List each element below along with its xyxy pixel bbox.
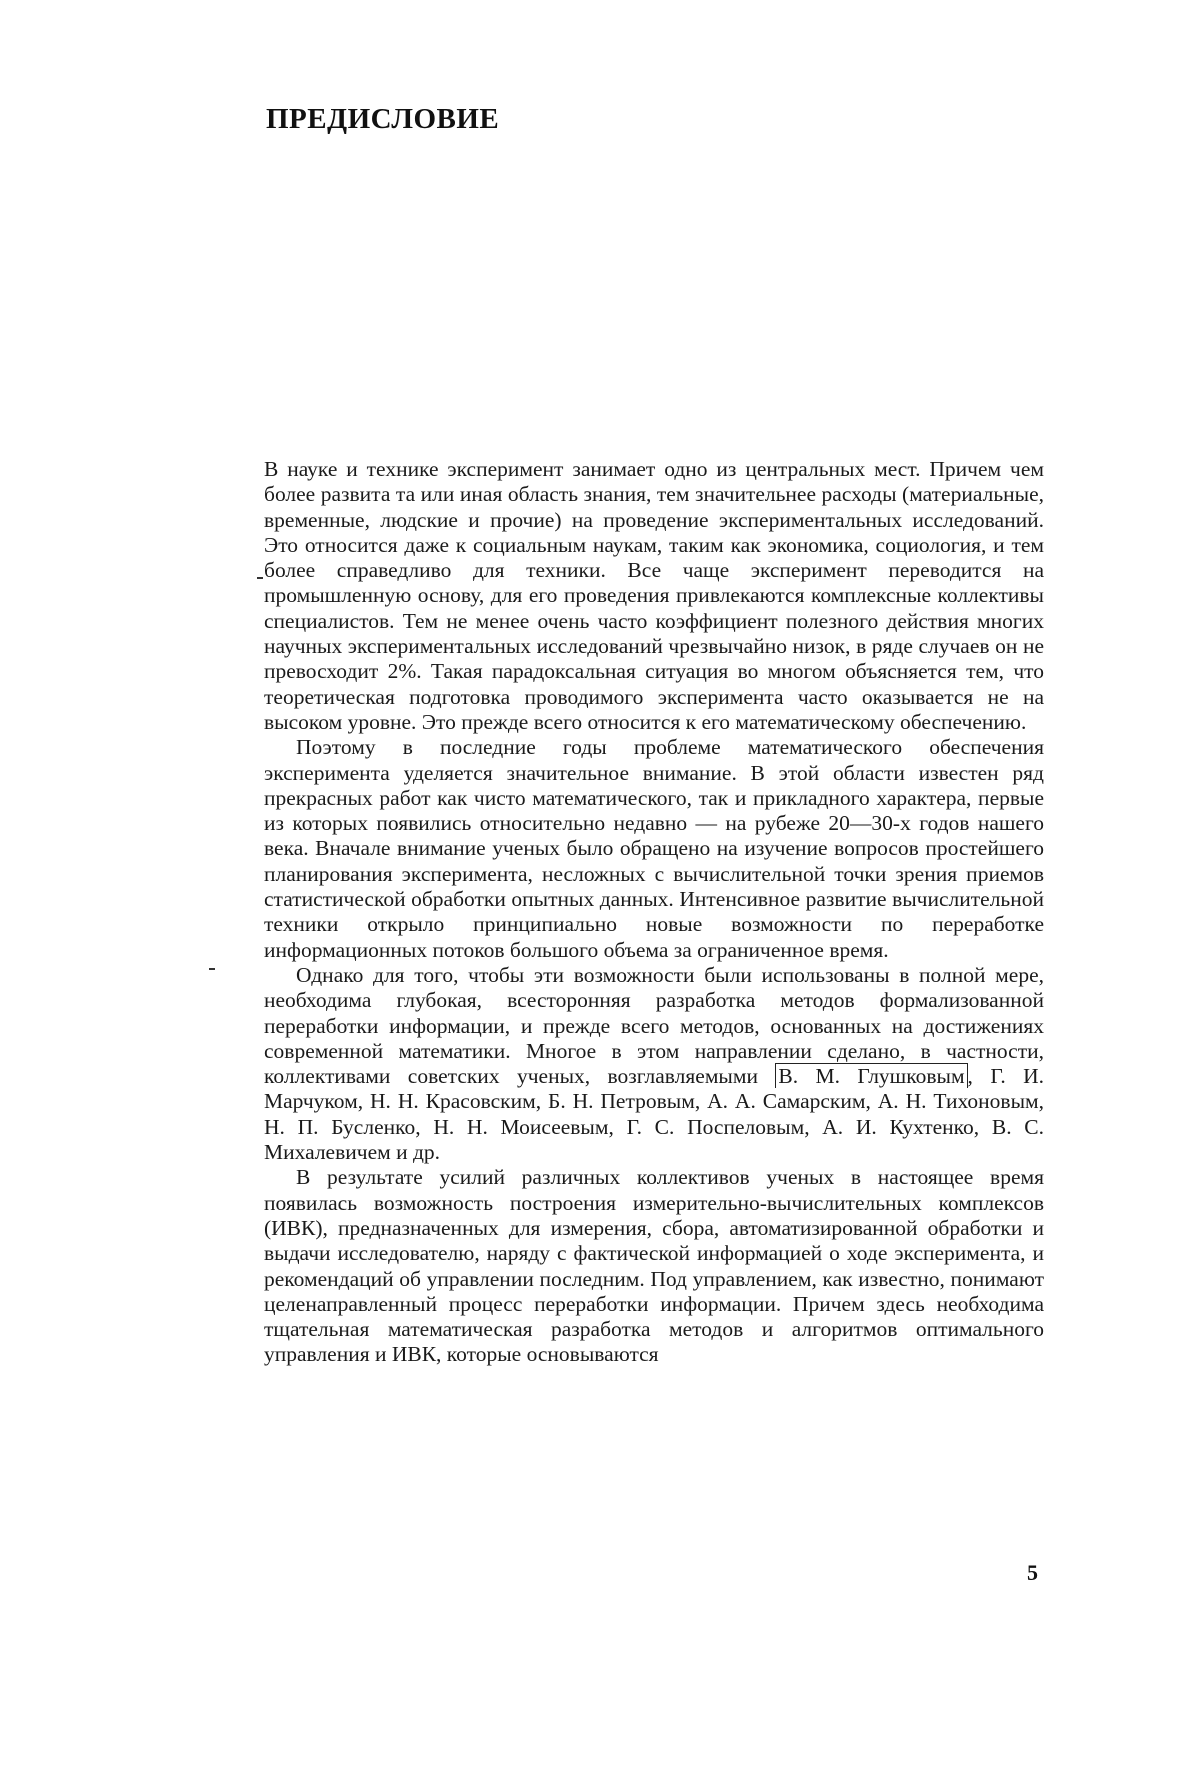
paragraph-3 xyxy=(264,963,1044,1165)
framed-name: В. М. Глушковым xyxy=(775,1063,967,1088)
paragraph-2: Поэтому в последние годы проблеме математического обеспечения эксперимента уделяется значительное внимание. В этой области известен ряд прекрасных работ как чисто математического, так и прикладного характера, первые из которых появились относительно недавно — на рубеже 20—30-х годов нашего века. Вначале внимание ученых было обращено на изучение вопросов простейшего планирования эксперимента, несложных с вычислительной точки зрения приемов статистической обработки опытных данных. Интенсивное развитие вычислительной техники открыло принципиально новые возможности по переработке информационных потоков большого объема за ограниченное время. xyxy=(264,735,1044,962)
margin-mark xyxy=(257,577,263,579)
paragraph-4: В результате усилий различных коллективов ученых в настоящее время появилась возможность построения измерительно-вычислительных комплексов (ИВК), предназначенных для измерения, сбора, автоматизированной обработки и выдачи исследователю, наряду с фактической информацией о ходе эксперимента, и рекомендаций об управлении последним. Под управлением, как известно, понимают целенаправленный процесс переработки информации. Причем здесь необходима тщательная математическая разработка методов и алгоритмов оптимального управления и ИВК, которые основываются xyxy=(264,1165,1044,1367)
paragraph-3-text-before: Однако для того, чтобы эти возможности были использованы в полной мере, необходима глубокая, всесторонняя разработка методов формализованной переработки информации, и прежде всего методов, основанных на достижениях современной математики. Многое в этом направлении сделано, в частности, коллективами советских ученых, возглавляемыми xyxy=(264,962,1044,1089)
paragraph-3-text-after: , Г. И. Марчуком, Н. Н. Красовским, Б. Н. Петровым, А. А. Самарским, А. Н. Тихоновым, Н. П. Бусленко, Н. Н. Моисеевым, Г. С. Поспеловым, А. И. Кухтенко, В. С. Михалевичем и др. xyxy=(264,1064,1044,1165)
margin-mark xyxy=(209,968,215,970)
body-text xyxy=(264,457,1044,1368)
page-title: ПРЕДИСЛОВИЕ xyxy=(266,103,500,135)
page-number: 5 xyxy=(1027,1560,1038,1585)
paragraph-1: В науке и технике эксперимент занимает одно из центральных мест. Причем чем более развита та или иная область знания, тем значительнее расходы (материальные, временные, людские и прочие) на проведение экспериментальных исследований. Это относится даже к социальным наукам, таким как экономика, социология, и тем более справедливо для техники. Все чаще эксперимент переводится на промышленную основу, для его проведения привлекаются комплексные коллективы специалистов. Тем не менее очень часто коэффициент полезного действия многих научных экспериментальных исследований чрезвычайно низок, в ряде случаев он не превосходит 2%. Такая парадоксальная ситуация во многом объясняется тем, что теоретическая подготовка проводимого эксперимента часто оказывается не на высоком уровне. Это прежде всего относится к его математическому обеспечению. xyxy=(264,457,1044,734)
